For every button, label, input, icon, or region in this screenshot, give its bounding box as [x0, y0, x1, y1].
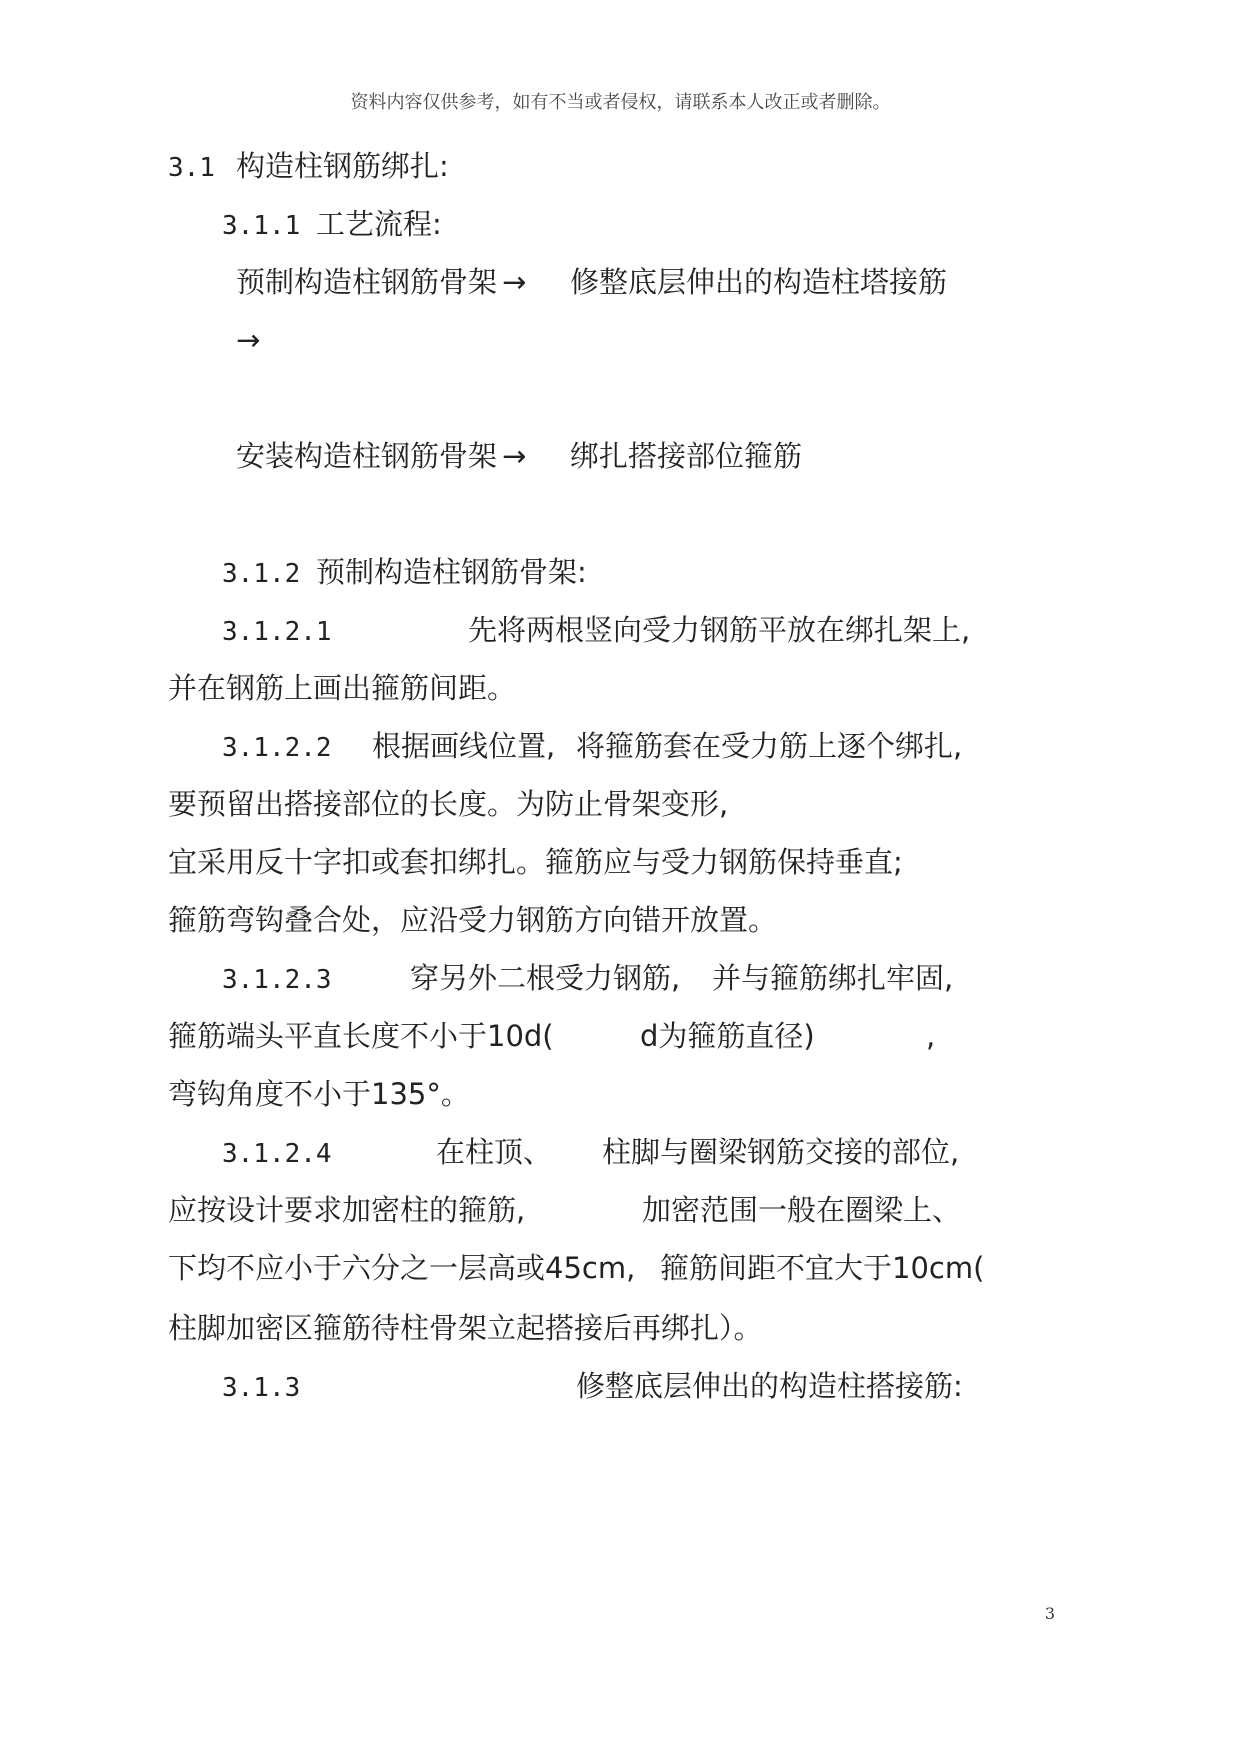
paragraph-text: 并与箍筋绑扎牢固, — [712, 961, 954, 995]
flow-step-tie-stirrups: 绑扎搭接部位箍筋 — [570, 439, 803, 473]
section-3-1-3-number: 3.1.3 — [222, 1373, 301, 1403]
section-3-1-2-number: 3.1.2 — [222, 559, 301, 589]
page-number: 3 — [1044, 1604, 1055, 1623]
flow-step-install-cage: 安装构造柱钢筋骨架 — [236, 439, 498, 473]
paragraph-text: 下均不应小于六分之一层高或45cm, — [168, 1251, 636, 1285]
paragraph-text: 加密范围一般在圈梁上、 — [642, 1193, 962, 1227]
section-3-1-2-2-number: 3.1.2.2 — [222, 733, 332, 763]
paragraph-text: 柱脚与圈梁钢筋交接的部位, — [602, 1135, 960, 1169]
disclaimer-header: 资料内容仅供参考，如有不当或者侵权，请联系本人改正或者删除。 — [350, 92, 891, 113]
flow-step-trim-lap-bars: 修整底层伸出的构造柱塔接筋 — [570, 265, 948, 299]
paragraph-text: 穿另外二根受力钢筋, — [410, 961, 681, 995]
flow-step-prefab-cage: 预制构造柱钢筋骨架 — [236, 265, 498, 299]
section-3-1-2-3-number: 3.1.2.3 — [222, 965, 332, 995]
paragraph-text: 应按设计要求加密柱的箍筋, — [168, 1193, 526, 1227]
section-3-1-number: 3.1 — [168, 153, 215, 183]
paragraph-text: 在柱顶、 — [436, 1135, 553, 1169]
paragraph-text: , — [926, 1019, 936, 1053]
flow-arrow: → — [502, 439, 527, 473]
flow-arrow: → — [236, 323, 261, 357]
section-3-1-1-number: 3.1.1 — [222, 211, 301, 241]
paragraph-text: 要预留出搭接部位的长度。为防止骨架变形, — [168, 787, 729, 821]
paragraph-text: 先将两根竖向受力钢筋平放在绑扎架上, — [468, 613, 971, 647]
section-3-1-3-title: 修整底层伸出的构造柱搭接筋: — [576, 1369, 963, 1403]
paragraph-text: 将箍筋套在受力筋上逐个绑扎, — [576, 729, 963, 763]
section-3-1-1-title: 工艺流程: — [316, 207, 442, 241]
paragraph-text: 箍筋间距不宜大于10cm( — [660, 1251, 985, 1285]
section-3-1-2-1-number: 3.1.2.1 — [222, 617, 332, 647]
section-3-1-2-4-number: 3.1.2.4 — [222, 1139, 332, 1169]
paragraph-text: d为箍筋直径) — [640, 1019, 815, 1053]
paragraph-text: 宜采用反十字扣或套扣绑扎。箍筋应与受力钢筋保持垂直; — [168, 845, 903, 879]
paragraph-text: 并在钢筋上画出箍筋间距。 — [168, 671, 517, 705]
paragraph-text: 根据画线位置, — [372, 729, 556, 763]
flow-arrow: → — [502, 265, 527, 299]
paragraph-text: 箍筋弯钩叠合处，应沿受力钢筋方向错开放置。 — [168, 903, 778, 937]
paragraph-text: 柱脚加密区箍筋待柱骨架立起搭接后再绑扎）。 — [168, 1311, 763, 1345]
section-3-1-title: 构造柱钢筋绑扎: — [236, 149, 449, 183]
section-3-1-2-title: 预制构造柱钢筋骨架: — [316, 555, 587, 589]
paragraph-text: 弯钩角度不小于135°。 — [168, 1077, 470, 1111]
paragraph-text: 箍筋端头平直长度不小于10d( — [168, 1019, 554, 1053]
